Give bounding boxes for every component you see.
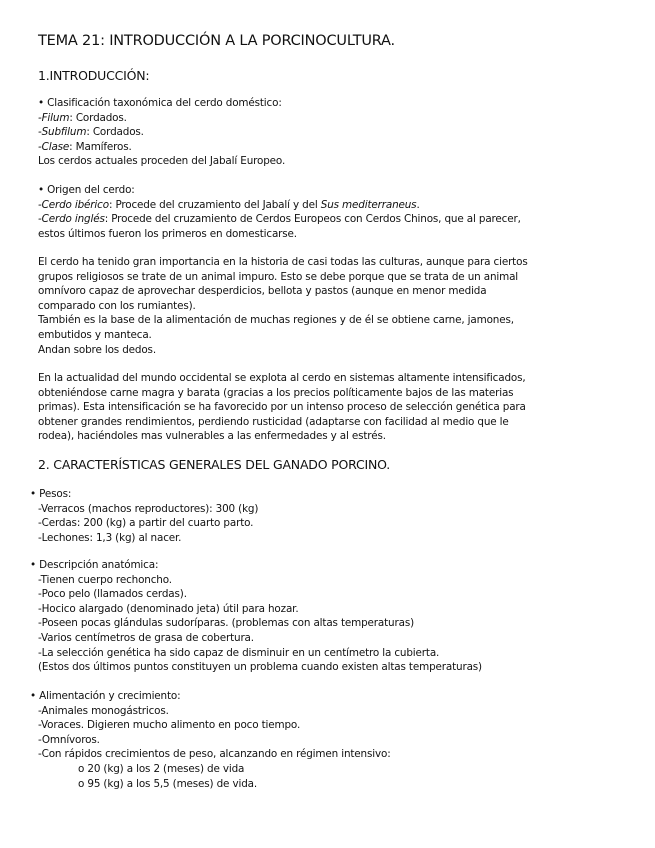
origin-block xyxy=(38,183,623,241)
intro-paragraph-1 xyxy=(38,255,623,357)
sub-list-item: o 20 (kg) a los 2 (meses) de vida xyxy=(78,762,245,775)
origin-ingles-cont: estos últimos fueron los primeros en domesticarse. xyxy=(38,227,297,240)
list-item: -Cerdas: 200 (kg) a partir del cuarto parto. xyxy=(38,517,254,530)
para1-line: Andan sobre los dedos. xyxy=(38,343,156,356)
para1-line: También es la base de la alimentación de muchas regiones y de él se obtiene carne, jamones, xyxy=(38,314,514,327)
intro-paragraph-2 xyxy=(38,371,623,444)
pesos-list xyxy=(30,487,630,545)
para2-line: obteniéndose carne magra y barata (gracias a los precios políticamente bajos de las materias xyxy=(38,386,514,399)
list-item: -Poseen pocas glándulas sudoríparas. (problemas con altas temperaturas) xyxy=(38,617,414,630)
para2-line: primas). Esta intensificación se ha favorecido por un intenso proceso de selección genética para xyxy=(38,401,526,414)
para1-line: grupos religiosos se trate de un animal impuro. Esto se debe porque que se trata de un animal xyxy=(38,270,519,283)
alimentacion-list xyxy=(30,689,630,791)
list-item: -Hocico alargado (denominado jeta) útil para hozar. xyxy=(38,602,299,615)
taxonomy-filum: -Filum: Cordados. xyxy=(38,111,127,124)
para2-line: obtener grandes rendimientos, perdiendo rusticidad (adaptarse con facilidad al medio que le xyxy=(38,415,509,428)
taxonomy-header: • Clasificación taxonómica del cerdo doméstico: xyxy=(38,97,282,109)
origin-ingles: -Cerdo inglés: Procede del cruzamiento de Cerdos Europeos con Cerdos Chinos, que al parecer, xyxy=(38,213,521,226)
para1-line: comparado con los rumiantes). xyxy=(38,299,196,312)
list-item: -Varios centímetros de grasa de cobertura. xyxy=(38,631,254,644)
anatomia-header: • Descripción anatómica: xyxy=(30,559,159,571)
para1-line: omnívoro capaz de aprovechar desperdicios, bellota y pastos (aunque en menor medida xyxy=(38,285,487,298)
taxonomy-subfilum: -Subfilum: Cordados. xyxy=(38,126,144,139)
taxonomy-clase: -Clase: Mamíferos. xyxy=(38,140,132,153)
origin-iberico: -Cerdo ibérico: Procede del cruzamiento del Jabalí y del Sus mediterraneus. xyxy=(38,198,420,211)
para2-line: rodea), haciéndoles mas vulnerables a las enfermedades y al estrés. xyxy=(38,430,386,443)
para1-line: embutidos y manteca. xyxy=(38,328,152,341)
list-item: -Omnívoros. xyxy=(38,733,100,746)
section-2-heading: 2. CARACTERÍSTICAS GENERALES DEL GANADO PORCINO. xyxy=(38,457,391,472)
para2-line: En la actualidad del mundo occidental se explota al cerdo en sistemas altamente intensificados, xyxy=(38,372,526,384)
list-item: -La selección genética ha sido capaz de disminuir en un centímetro la cubierta. xyxy=(38,646,440,659)
anatomia-list xyxy=(30,558,630,675)
list-item: -Tienen cuerpo rechoncho. xyxy=(38,573,172,586)
list-item: -Animales monogástricos. xyxy=(38,704,169,717)
list-item: -Poco pelo (llamados cerdas). xyxy=(38,588,187,601)
para1-line: El cerdo ha tenido gran importancia en la historia de casi todas las culturas, aunque para ciertos xyxy=(38,256,528,268)
list-item: (Estos dos últimos puntos constituyen un problema cuando existen altas temperaturas) xyxy=(38,661,482,674)
alimentacion-header: • Alimentación y crecimiento: xyxy=(30,690,181,702)
taxonomy-block xyxy=(38,96,623,169)
list-item: -Voraces. Digieren mucho alimento en poco tiempo. xyxy=(38,719,301,732)
document-title: TEMA 21: INTRODUCCIÓN A LA PORCINOCULTURA. xyxy=(38,33,395,49)
pesos-header: • Pesos: xyxy=(30,488,72,500)
list-item: -Lechones: 1,3 (kg) al nacer. xyxy=(38,531,182,544)
list-item: -Con rápidos crecimientos de peso, alcanzando en régimen intensivo: xyxy=(38,748,391,761)
section-1-heading: 1.INTRODUCCIÓN: xyxy=(38,68,150,83)
sub-list-item: o 95 (kg) a los 5,5 (meses) de vida. xyxy=(78,777,258,790)
taxonomy-note: Los cerdos actuales proceden del Jabalí Europeo. xyxy=(38,155,286,168)
origin-header: • Origen del cerdo: xyxy=(38,184,135,196)
list-item: -Verracos (machos reproductores): 300 (kg) xyxy=(38,502,259,515)
